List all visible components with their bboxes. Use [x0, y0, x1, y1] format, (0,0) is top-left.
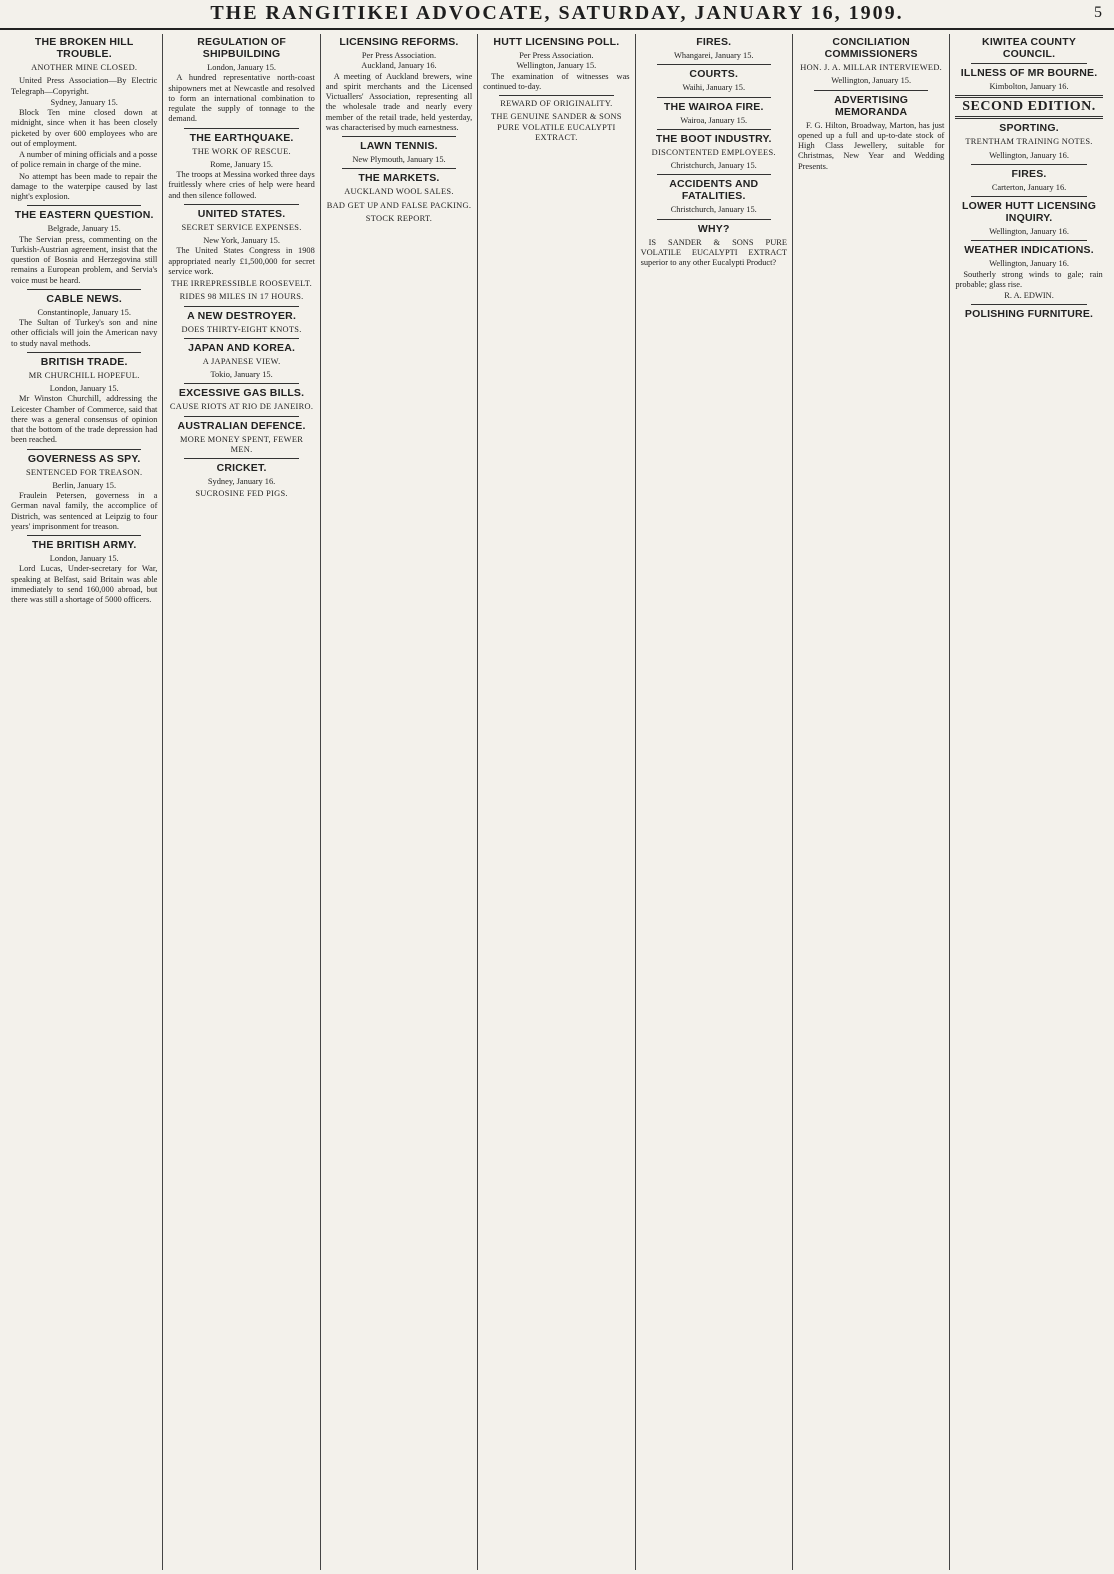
article-weather: [955, 244, 1102, 301]
headline: COURTS.: [689, 68, 739, 81]
dateline: Whangarei, January 15.: [673, 51, 754, 60]
dateline: Waihi, January 15.: [682, 83, 746, 93]
paragraph: The troops at Messina worked three days fruitlessly where cries of help were heard and then silence followed.: [168, 170, 315, 200]
article-illness: [955, 67, 1102, 92]
dateline: Christchurch, January 15.: [670, 161, 757, 170]
paragraph: A number of mining officials and a posse of police remain in charge of the mine.: [11, 150, 158, 170]
paragraph: No attempt has been made to repair the damage to the waterpipe caused by last night's explosion.: [11, 171, 158, 201]
subheadline: CAUSE RIOTS AT RIO DE JANEIRO.: [169, 402, 314, 412]
article-japan-korea: [168, 342, 314, 381]
subheadline: BAD GET UP AND FALSE PACKING.: [326, 200, 472, 210]
headline: WHY?: [697, 222, 730, 235]
divider: [27, 289, 141, 290]
divider: [814, 90, 928, 91]
headline: LICENSING REFORMS.: [339, 36, 459, 48]
divider: [27, 205, 141, 206]
divider: [971, 196, 1086, 197]
article-sporting: [955, 122, 1102, 161]
masthead-title: THE RANGITIKEI ADVOCATE, SATURDAY, JANUARY 16, 1909.: [210, 2, 904, 24]
headline: REGULATION OF SHIPBUILDING: [197, 36, 286, 60]
dateline: Wellington, January 16.: [989, 150, 1069, 160]
divider: [27, 352, 141, 353]
paragraph: A meeting of Auckland brewers, wine and spirit merchants and the Licensed Victuallers' Association, representing all the wholesale trade and nearly every member of the retail trade, held yesterday, was characterised by much earnestness.: [325, 71, 473, 132]
subheadline: DOES THIRTY-EIGHT KNOTS.: [181, 324, 302, 334]
article-fires-2: [955, 168, 1102, 193]
article-conciliation: [798, 36, 944, 87]
headline: AUSTRALIAN DEFENCE.: [177, 419, 306, 432]
paragraph: IS SANDER & SONS PURE VOLATILE EUCALYPTI EXTRACT superior to any other Eucalypti Product?: [640, 237, 787, 267]
divider: [657, 219, 771, 220]
subheadline: MORE MONEY SPENT, FEWER MEN.: [179, 434, 304, 454]
credit-line: United Press Association—By Electric Telegraph—Copyright.: [11, 76, 158, 96]
column-3: [321, 34, 478, 1570]
article-cable-news: [11, 293, 157, 349]
headline: SPORTING.: [999, 122, 1059, 135]
headline: GOVERNESS AS SPY.: [27, 452, 141, 465]
divider: [971, 240, 1086, 241]
divider: [184, 338, 298, 339]
column-2: [163, 34, 320, 1570]
headline: THE BROKEN HILL TROUBLE.: [34, 36, 134, 60]
dateline: Rome, January 15.: [210, 159, 273, 169]
dateline: Wairoa, January 15.: [680, 115, 748, 125]
paragraph: F. G. Hilton, Broadway, Marton, has just opened up a full and up-to-date stock of High Class Jewellery, suitable for Christmas, New Year and Wedding Presents.: [797, 120, 945, 171]
dateline: Wellington, January 15.: [516, 61, 597, 71]
article-british-army: [11, 539, 157, 605]
article-boot-industry: [641, 133, 787, 172]
headline: ILLNESS OF MR BOURNE.: [960, 67, 1098, 79]
divider: [184, 204, 298, 205]
divider: [657, 174, 771, 175]
headline: CRICKET.: [216, 462, 267, 474]
masthead: [0, 0, 1114, 30]
subheadline: SECRET SERVICE EXPENSES.: [181, 222, 302, 232]
article-kiwitea: [955, 36, 1102, 60]
subheadline: RIDES 98 MILES IN 17 HOURS.: [179, 292, 304, 302]
headline: THE BRITISH ARMY.: [31, 539, 137, 551]
dateline: Carterton, January 16.: [991, 182, 1067, 192]
edition-headline: SECOND EDITION.: [962, 99, 1096, 115]
headline: ACCIDENTS AND FATALITIES.: [669, 178, 759, 203]
divider: [971, 63, 1086, 64]
headline: FIRES.: [696, 36, 732, 48]
second-edition-banner: [955, 101, 1102, 113]
subheadline: THE WORK OF RESCUE.: [192, 146, 291, 156]
divider: [971, 164, 1086, 165]
dateline: Auckland, January 16.: [361, 61, 437, 71]
article-destroyer: [168, 310, 314, 335]
dateline: Kimbolton, January 16.: [989, 82, 1069, 91]
dateline: Constantinople, January 15.: [37, 307, 131, 317]
paragraph: Fraulein Petersen, governess in a German naval family, the accomplice of Districh, was sentenced at Leipzig to four years' imprisonment for treason.: [11, 491, 158, 531]
divider: [27, 535, 141, 536]
headline: WEATHER INDICATIONS.: [964, 244, 1094, 257]
article-cricket: [168, 462, 314, 500]
dateline: Berlin, January 15.: [52, 480, 117, 490]
article-polishing: [955, 308, 1102, 320]
article-wairoa-fire: [641, 101, 787, 126]
article-fires: [641, 36, 787, 61]
subheadline: SUCROSINE FED PIGS.: [195, 489, 288, 499]
article-gas-bills: [168, 387, 314, 412]
divider: [657, 64, 771, 65]
headline: THE EASTERN QUESTION.: [14, 209, 154, 222]
column-1: [6, 34, 163, 1570]
subheadline: SENTENCED FOR TREASON.: [25, 467, 143, 477]
article-hutt-licensing-poll: [483, 36, 629, 92]
headline: LOWER HUTT LICENSING INQUIRY.: [962, 200, 1097, 224]
subheadline: MR CHURCHILL HOPEFUL.: [28, 370, 140, 380]
double-divider: [955, 95, 1102, 98]
column-6: [793, 34, 950, 1570]
article-united-states: [168, 208, 314, 303]
paragraph: Block Ten mine closed down at midnight, since when it has been closely picketed by over 600 employees who are out of employment.: [11, 108, 158, 148]
article-lower-hutt: [955, 200, 1102, 237]
divider: [657, 129, 771, 130]
paragraph: The Servian press, commenting on the Turkish-Austrian agreement, insist that the question of Bosnia and Herzegovina still remains a European problem, and Servia's voice must be heard.: [11, 234, 158, 285]
credit-line: Per Press Association.: [519, 51, 594, 60]
article-earthquake: [168, 132, 314, 201]
credit-line: Per Press Association.: [361, 51, 437, 60]
headline: POLISHING FURNITURE.: [964, 308, 1094, 321]
dateline: Sydney, January 15.: [50, 97, 118, 107]
article-originality: [483, 99, 629, 143]
headline: LAWN TENNIS.: [360, 140, 438, 152]
headline: HUTT LICENSING POLL.: [493, 36, 620, 48]
paragraph: The United States Congress in 1908 appropriated nearly £1,500,000 for secret service work.: [168, 246, 315, 276]
paragraph: The Sultan of Turkey's son and nine other officials will join the American navy to study naval methods.: [11, 318, 158, 348]
subheadline: TRENTHAM TRAINING NOTES.: [965, 137, 1093, 147]
headline: CONCILIATION COMMISSIONERS: [824, 36, 918, 60]
headline: A NEW DESTROYER.: [187, 309, 297, 322]
headline: KIWITEA COUNTY COUNCIL.: [982, 36, 1077, 60]
divider: [499, 95, 613, 96]
subheadline: REWARD OF ORIGINALITY.: [500, 99, 613, 108]
article-governess-spy: [11, 453, 157, 533]
column-5: [636, 34, 793, 1570]
subheadline: AUCKLAND WOOL SALES.: [344, 187, 454, 197]
subheadline: HON. J. A. MILLAR INTERVIEWED.: [800, 63, 943, 72]
article-lawn-tennis: [326, 140, 472, 165]
divider: [971, 304, 1086, 305]
dateline: Wellington, January 15.: [831, 76, 912, 86]
page-number: 5: [1094, 4, 1102, 21]
divider: [184, 383, 298, 384]
signature: R. A. EDWIN.: [1004, 291, 1054, 300]
article-markets: [326, 172, 472, 224]
article-eastern-question: [11, 209, 157, 286]
divider: [184, 128, 298, 129]
headline: CABLE NEWS.: [46, 292, 123, 305]
dateline: London, January 15.: [49, 384, 119, 393]
dateline: Belgrade, January 15.: [47, 224, 121, 234]
article-accidents: [641, 178, 787, 215]
headline: THE EARTHQUAKE.: [189, 131, 294, 144]
headline: BRITISH TRADE.: [40, 355, 128, 368]
article-broken-hill: [11, 36, 157, 202]
dateline: Sydney, January 16.: [207, 477, 276, 486]
subheadline: ANOTHER MINE CLOSED.: [31, 63, 138, 72]
article-licensing-reforms: [326, 36, 472, 133]
subheadline: STOCK REPORT.: [365, 213, 433, 223]
dateline: New Plymouth, January 15.: [352, 155, 446, 164]
divider: [184, 416, 298, 417]
article-courts: [641, 68, 787, 93]
double-divider: [955, 116, 1102, 119]
dateline: London, January 15.: [207, 63, 277, 72]
article-shipbuilding: [168, 36, 314, 125]
headline: ADVERTISING MEMORANDA: [834, 93, 909, 118]
headline: THE MARKETS.: [358, 172, 440, 185]
dateline: Wellington, January 16.: [989, 227, 1069, 236]
dateline: Tokio, January 15.: [210, 370, 273, 379]
divider: [342, 136, 456, 137]
headline: THE BOOT INDUSTRY.: [655, 132, 772, 145]
headline: JAPAN AND KOREA.: [188, 341, 296, 354]
dateline: Wellington, January 16.: [989, 259, 1069, 269]
column-4: [478, 34, 635, 1570]
advert-why: [641, 223, 787, 269]
headline: UNITED STATES.: [197, 207, 286, 220]
article-australian-defence: [168, 420, 314, 456]
headline: EXCESSIVE GAS BILLS.: [178, 387, 305, 400]
divider: [184, 306, 298, 307]
column-7: [950, 34, 1107, 1570]
article-british-trade: [11, 356, 157, 446]
subheadline: A JAPANESE VIEW.: [202, 356, 281, 366]
subheadline: DISCONTENTED EMPLOYEES.: [651, 147, 776, 157]
headline: THE WAIROA FIRE.: [663, 100, 764, 113]
paragraph: Mr Winston Churchill, addressing the Leicester Chamber of Commerce, said that there was a general consensus of opinion that the bottom of the trade depression had been reached.: [11, 394, 158, 445]
paragraph: The examination of witnesses was continued to-day.: [483, 71, 630, 91]
article-advertising-memoranda: [798, 94, 944, 172]
divider: [27, 449, 141, 450]
divider: [342, 168, 456, 169]
headline: FIRES.: [1011, 167, 1047, 180]
footer-line: THE GENUINE SANDER & SONS PURE VOLATILE EUCALYPTI EXTRACT.: [490, 112, 622, 142]
dateline: London, January 15.: [49, 554, 119, 563]
dateline: Christchurch, January 15.: [670, 205, 757, 215]
subheadline: THE IRREPRESSIBLE ROOSEVELT.: [171, 279, 312, 288]
paragraph: Lord Lucas, Under-secretary for War, speaking at Belfast, said Britain was able immediately to send 160,000 abroad, but there was still a shortage of 5000 officers.: [11, 564, 158, 604]
paragraph: A hundred representative north-coast shipowners met at Newcastle and resolved to form an international combination to regulate the supply of tonnage to the demand.: [168, 73, 315, 124]
divider: [184, 458, 298, 459]
columns: [6, 34, 1108, 1570]
divider: [657, 97, 771, 98]
paragraph: Southerly strong winds to gale; rain probable; glass rise.: [955, 269, 1103, 289]
dateline: New York, January 15.: [203, 236, 280, 245]
